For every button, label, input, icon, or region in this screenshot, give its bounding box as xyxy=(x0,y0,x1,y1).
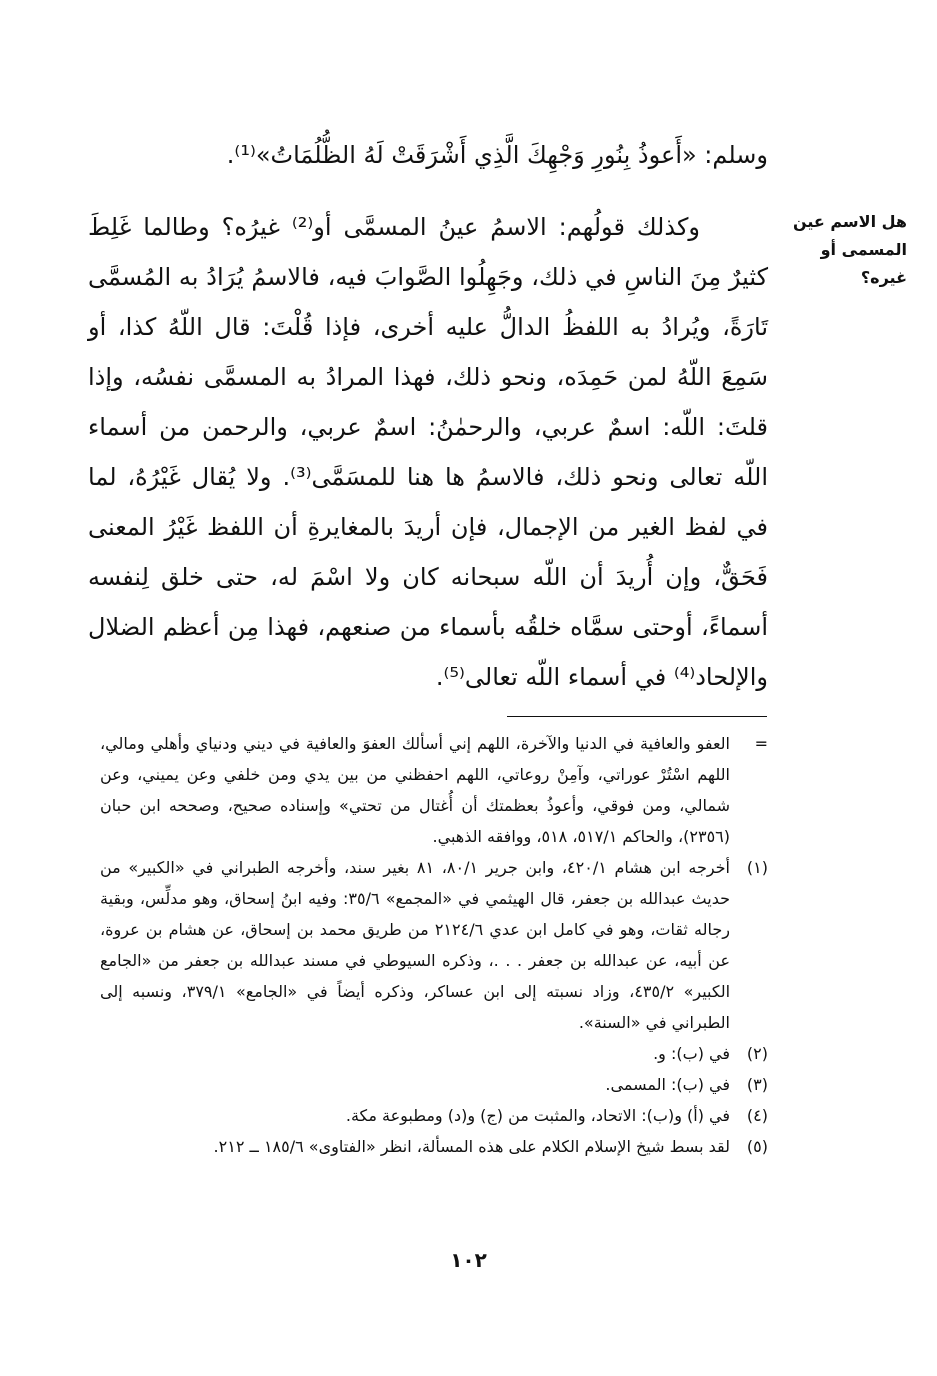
footnote-text: لقد بسط شيخ الإسلام الكلام على هذه المسألة، انظر «الفتاوى» ١٨٥/٦ ــ ٢١٢. xyxy=(213,1137,730,1156)
footnote-item xyxy=(100,1100,768,1131)
footnote-item xyxy=(100,1131,768,1162)
footnote-text: العفو والعافية في الدنيا والآخرة، اللهم إني أسألك العفوَ والعافية في ديني ودنياي وأهلي ومالي، اللهم اسْتُرْ عوراتي، وآمِنْ روعاتي، اللهم احفظني من بين يدي ومن خلفي وعن يميني، وعن شمالي، ومن فوقي، وأعوذُ بعظمتك أن أُغتال من تحتي» وإسناده صحيح، وصححه ابن حبان (٢٣٥٦)، والحاكم ٥١٧/١، ٥١٨، ووافقه الذهبي. xyxy=(100,734,730,846)
footnote-text: أخرجه ابن هشام ٤٢٠/١، وابن جرير ٨٠/١، ٨١ بغير سند، وأخرجه الطبراني في «الكبير» من حديث عبدالله بن جعفر، قال الهيثمي في «المجمع» ٣٥/٦: وفيه ابنُ إسحاق، وهو مدلِّس، وبقية رجاله ثقات، وهو في كامل ابن عدي ٢١٢٤/٦ من طريق محمد بن إسحاق، عن هشام بن عروة، عن أبيه، عن عبدالله بن جعفر . . .، وذكره السيوطي في مسند عبدالله بن جعفر من «الجامع الكبير» ٤٣٥/٢، وزاد نسبته إلى ابن عساكر، وذكره أيضاً في «الجامع» ٣٧٩/١، ونسبه إلى الطبراني في «السنة». xyxy=(100,858,731,1032)
footnote-text: في (ب): المسمى. xyxy=(605,1075,730,1094)
main-paragraph xyxy=(88,202,768,702)
opening-line-text: وسلم: «أَعوذُ بِنُورِ وَجْهِكَ الَّذِي أَشْرَقَتْ لَهُ الظُّلُمَاتُ»⁽¹⁾. xyxy=(226,141,768,169)
opening-line xyxy=(88,130,768,180)
footnote-number: (٣) xyxy=(746,1075,768,1094)
footnote-item xyxy=(100,852,768,1038)
footnote-divider xyxy=(507,716,767,717)
footnote-number: (٥) xyxy=(746,1137,768,1156)
footnote-number: = xyxy=(754,734,768,753)
footnotes xyxy=(100,728,768,1162)
footnote-text: في (أ) و(ب): الاتحاد، والمثبت من (ج) و(د) ومطبوعة مكة. xyxy=(345,1106,730,1125)
footnote-item xyxy=(100,728,768,852)
footnote-number: (١) xyxy=(746,858,768,877)
main-paragraph-text: وكذلك قولُهم: الاسمُ عينُ المسمَّى أو⁽²⁾ غيرُه؟ وطالما غَلِطَ كثيرٌ مِنَ الناسِ في ذلك، وجَهِلُوا الصَّوابَ فيه، فالاسمُ يُرَادُ به المُسمَّى تَارَةً، ويُرادُ به اللفظُ الدالُّ عليه أخرى، فإذا قُلْتَ: قال اللّهُ كذا، أو سَمِعَ اللّهُ لمن حَمِدَه، ونحو ذلك، فهذا المرادُ به المسمَّى نفسُه، وإذا قلتَ: اللّه: اسمٌ عربي، والرحمٰنُ: اسمٌ عربي، والرحمن من أسماء اللّه تعالى ونحو ذلك، فالاسمُ ها هنا للمسَمَّى⁽³⁾. ولا يُقال غَيْرُهُ، لما في لفظ الغير من الإجمال، فإن أريدَ بالمغايرةِ أن اللفظ غَيْرُ المعنى فَحَقٌّ، وإن أُريدَ أن اللّه سبحانه كان ولا اسْمَ له، حتى خلق لِنفسه أسماءً، أوحتى سمَّاه خلقُه بأسماء من صنعهم، فهذا مِن أعظم الضلال والإلحاد⁽⁴⁾ في أسماء اللّه تعالى⁽⁵⁾. xyxy=(88,213,768,691)
page-number: ١٠٢ xyxy=(450,1248,487,1272)
footnote-item xyxy=(100,1038,768,1069)
footnote-text: في (ب): و. xyxy=(653,1044,730,1063)
footnote-number: (٢) xyxy=(746,1044,768,1063)
footnote-item xyxy=(100,1069,768,1100)
footnote-number: (٤) xyxy=(746,1106,768,1125)
margin-heading: هل الاسم عين المسمى أو غيره؟ xyxy=(792,212,907,287)
